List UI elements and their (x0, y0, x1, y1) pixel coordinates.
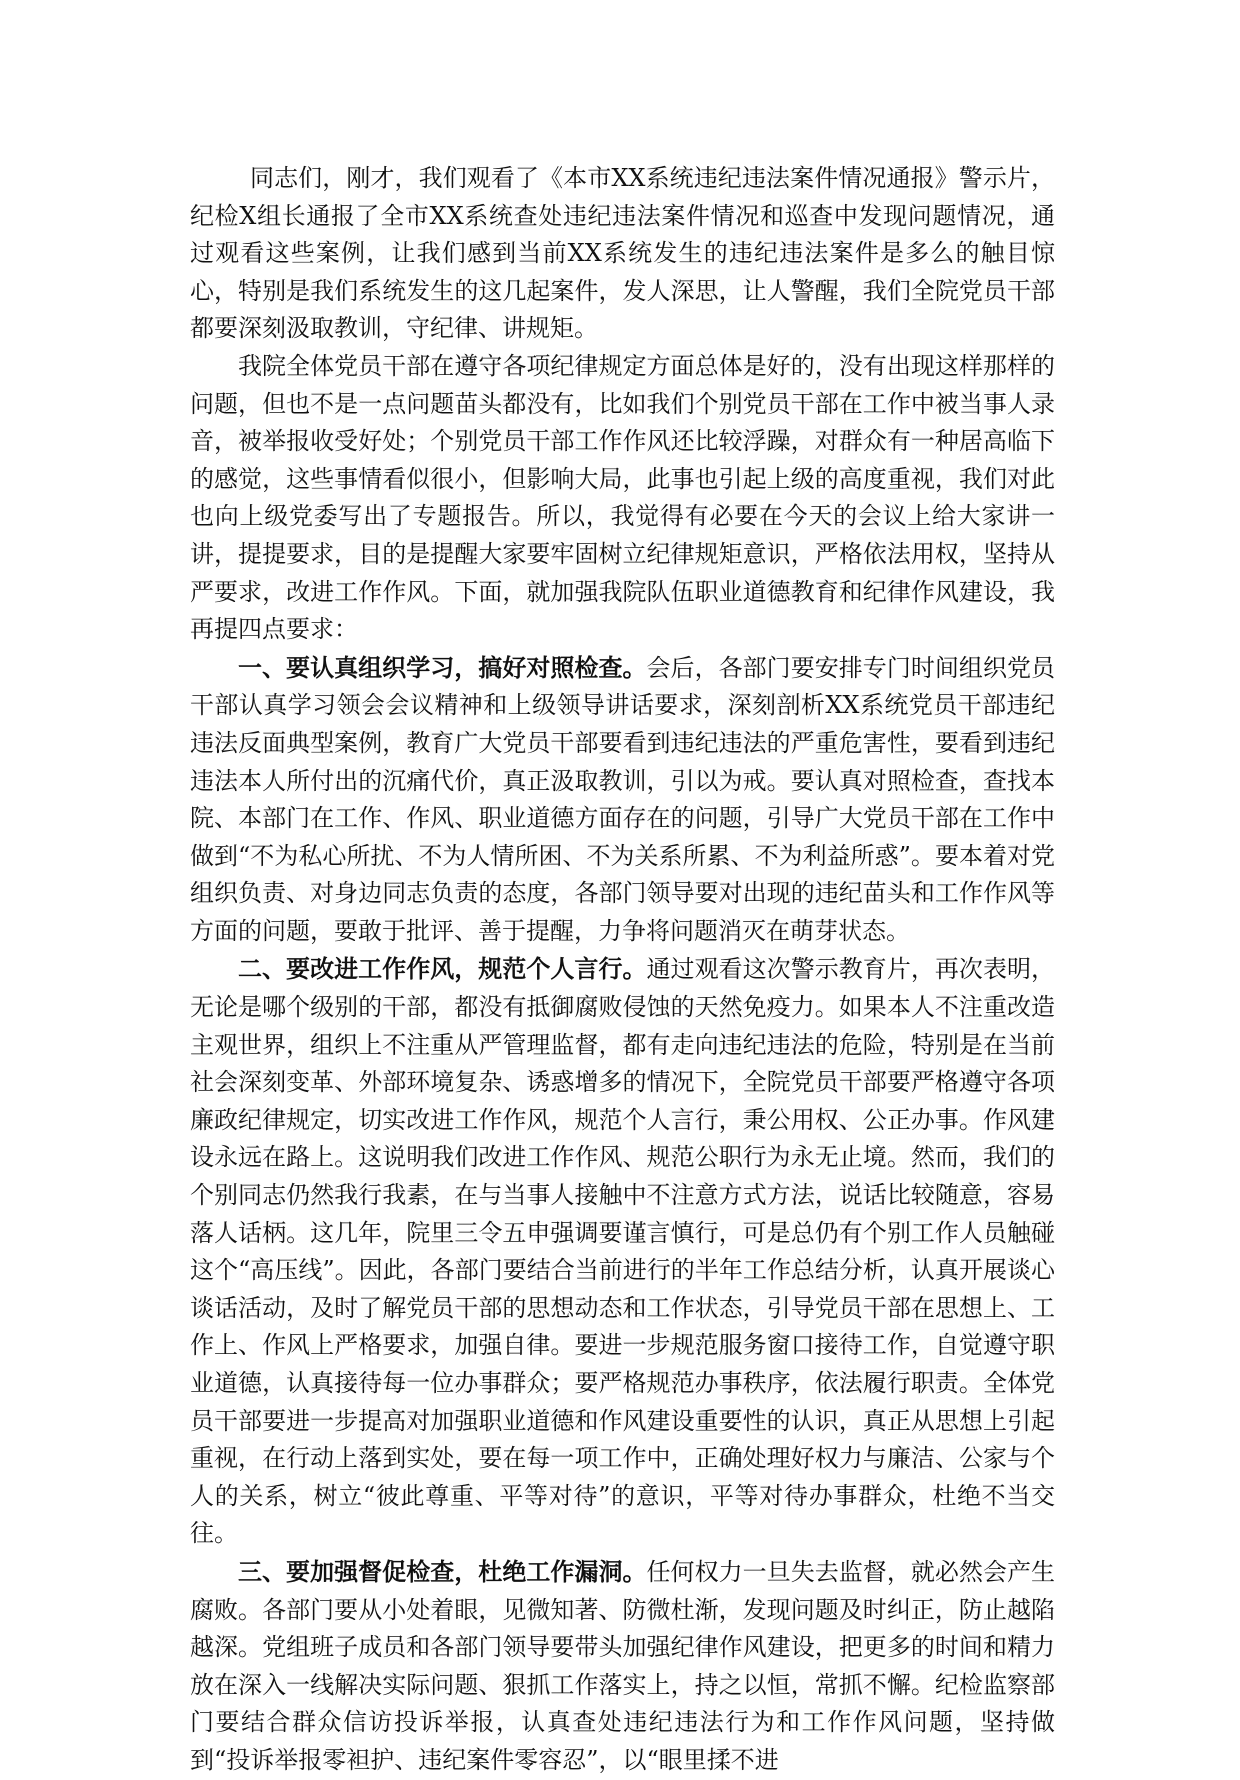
document-page (190, 160, 1055, 1780)
section-heading: 二、要改进工作作风，规范个人言行。 (238, 954, 647, 984)
paragraph-situation (190, 348, 1055, 649)
paragraph-requirement-3 (190, 1553, 1055, 1780)
paragraph-requirement-1 (190, 649, 1055, 951)
paragraph-text: 任何权力一旦失去监督，就必然会产生腐败。各部门要从小处着眼，见微知著、防微杜渐，发现问题及时纠正，防止越陷越深。党组班子成员和各部门领导要带头加强纪律作风建设，把更多的时间和精力放在深入一线解决实际问题、狠抓工作落实上，持之以恒，常抓不懈。纪检监察部门要结合群众信访投诉举报，认真查处违纪违法行为和工作作风问题，坚持做到“投诉举报零袒护、违纪案件零容忍”，以“眼里揉不进 (190, 1557, 1055, 1774)
paragraph-opening (190, 160, 1055, 348)
paragraph-text: 会后，各部门要安排专门时间组织党员干部认真学习领会会议精神和上级领导讲话要求，深刻剖析XX系统党员干部违纪违法反面典型案例，教育广大党员干部要看到违纪违法的严重危害性，要看到违纪违法本人所付出的沉痛代价，真正汲取教训，引以为戒。要认真对照检查，查找本院、本部门在工作、作风、职业道德方面存在的问题，引导广大党员干部在工作中做到“不为私心所扰、不为人情所困、不为关系所累、不为利益所惑”。要本着对党组织负责、对身边同志负责的态度，各部门领导要对出现的违纪苗头和工作作风等方面的问题，要敢于批评、善于提醒，力争将问题消灭在萌芽状态。 (190, 653, 1055, 945)
paragraph-requirement-2 (190, 950, 1055, 1553)
section-heading: 三、要加强督促检查，杜绝工作漏洞。 (238, 1556, 647, 1586)
paragraph-text: 通过观看这次警示教育片，再次表明，无论是哪个级别的干部，都没有抵御腐败侵蚀的天然免疫力。如果本人不注重改造主观世界，组织上不注重从严管理监督，都有走向违纪违法的危险，特别是在当前社会深刻变革、外部环境复杂、诱惑增多的情况下，全院党员干部要严格遵守各项廉政纪律规定，切实改进工作作风，规范个人言行，秉公用权、公正办事。作风建设永远在路上。这说明我们改进工作作风、规范公职行为永无止境。然而，我们的个别同志仍然我行我素，在与当事人接触中不注意方式方法，说话比较随意，容易落人话柄。这几年，院里三令五申强调要谨言慎行，可是总仍有个别工作人员触碰这个“高压线”。因此，各部门要结合当前进行的半年工作总结分析，认真开展谈心谈话活动，及时了解党员干部的思想动态和工作状态，引导党员干部在思想上、工作上、作风上严格要求，加强自律。要进一步规范服务窗口接待工作，自觉遵守职业道德，认真接待每一位办事群众；要严格规范办事秩序，依法履行职责。全体党员干部要进一步提高对加强职业道德和作风建设重要性的认识，真正从思想上引起重视，在行动上落到实处，要在每一项工作中，正确处理好权力与廉洁、公家与个人的关系，树立“彼此尊重、平等对待”的意识，平等对待办事群众，杜绝不当交往。 (190, 955, 1055, 1548)
paragraph-text: 我院全体党员干部在遵守各项纪律规定方面总体是好的，没有出现这样那样的问题，但也不是一点问题苗头都没有，比如我们个别党员干部在工作中被当事人录音，被举报收受好处；个别党员干部工作作风还比较浮躁，对群众有一种居高临下的感觉，这些事情看似很小，但影响大局，此事也引起上级的高度重视，我们对此也向上级党委写出了专题报告。所以，我觉得有必要在今天的会议上给大家讲一讲，提提要求，目的是提醒大家要牢固树立纪律规矩意识，严格依法用权，坚持从严要求，改进工作作风。下面，就加强我院队伍职业道德教育和纪律作风建设，我再提四点要求： (190, 351, 1055, 644)
paragraph-text: 同志们，刚才，我们观看了《本市XX系统违纪违法案件情况通报》警示片，纪检X组长通报了全市XX系统查处违纪违法案件情况和巡查中发现问题情况，通过观看这些案例，让我们感到当前XX系统发生的违纪违法案件是多么的触目惊心，特别是我们系统发生的这几起案件，发人深思，让人警醒，我们全院党员干部都要深刻汲取教训，守纪律、讲规矩。 (190, 164, 1055, 343)
section-heading: 一、要认真组织学习，搞好对照检查。 (238, 652, 647, 682)
